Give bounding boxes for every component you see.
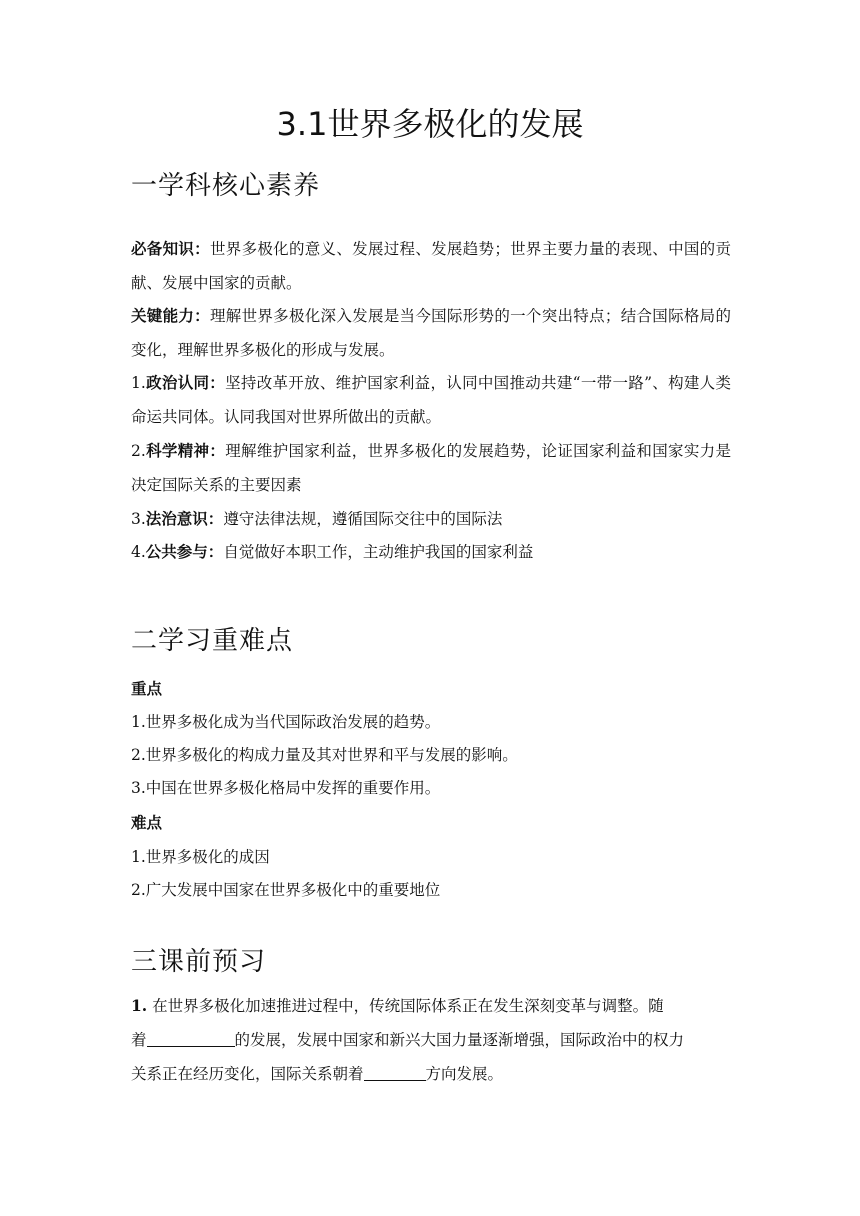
question-text: 在世界多极化加速推进过程中，传统国际体系正在发生深刻变革与调整。随 [147,997,664,1015]
section-heading-key-difficult: 二学习重难点 [131,626,294,656]
question-text: 的发展，发展中国家和新兴大国力量逐渐增强，国际政治中的权力 [234,1031,685,1049]
item-label: 必备知识： [131,240,210,258]
question-text: 着 [131,1031,147,1049]
item-number: 2. [131,442,146,460]
question-line [131,1057,731,1091]
item-text: 自觉做好本职工作，主动维护我国的国家利益 [223,543,534,561]
item-label: 公共参与： [145,543,224,561]
section-heading-core-literacy: 一学科核心素养 [131,171,321,201]
difficult-point-item: 2.广大发展中国家在世界多极化中的重要地位 [131,881,441,899]
difficult-point-item: 1.世界多极化的成因 [131,848,270,866]
item-label: 法治意识： [145,510,224,528]
item-number: 1. [131,374,146,392]
fill-blank-2[interactable] [364,1064,426,1081]
item-text: 世界多极化的意义、发展过程、发展趋势；世界主要力量的表现、中国的贡献、发展中国家的贡献。 [131,240,731,292]
question-line [131,1023,731,1057]
section-heading-preview: 三课前预习 [131,947,267,977]
item-label: 科学精神： [145,442,226,460]
fill-blank-1[interactable] [147,1030,235,1047]
page-title: 3.1世界多极化的发展 [276,105,584,143]
question-number: 1. [131,996,148,1015]
question-line [131,989,731,1023]
item-number: 3. [131,510,146,528]
core-literacy-item [131,366,731,434]
core-literacy-item [131,232,731,300]
core-literacy-item [131,434,731,502]
core-literacy-item [131,502,731,536]
key-point-item: 2.世界多极化的构成力量及其对世界和平与发展的影响。 [131,746,518,764]
item-text: 理解世界多极化深入发展是当今国际形势的一个突出特点；结合国际格局的变化，理解世界多极化的形成与发展。 [131,307,731,359]
key-point-item: 1.世界多极化成为当代国际政治发展的趋势。 [131,713,441,731]
key-point-item: 3.中国在世界多极化格局中发挥的重要作用。 [131,779,441,797]
item-label: 政治认同： [145,374,226,392]
item-text: 坚持改革开放、维护国家利益，认同中国推动共建“一带一路”、构建人类命运共同体。认同我国对世界所做出的贡献。 [131,374,731,426]
question-text: 关系正在经历变化，国际关系朝着 [131,1065,364,1083]
item-text: 理解维护国家利益，世界多极化的发展趋势，论证国家利益和国家实力是决定国际关系的主要因素 [131,442,731,494]
key-points-label: 重点 [131,680,163,698]
core-literacy-item [131,299,731,367]
question-text: 方向发展。 [425,1065,504,1083]
item-number: 4. [131,543,146,561]
core-literacy-item [131,535,731,569]
item-label: 关键能力： [131,307,210,325]
difficult-points-label: 难点 [131,814,163,832]
item-text: 遵守法律法规，遵循国际交往中的国际法 [223,510,503,528]
